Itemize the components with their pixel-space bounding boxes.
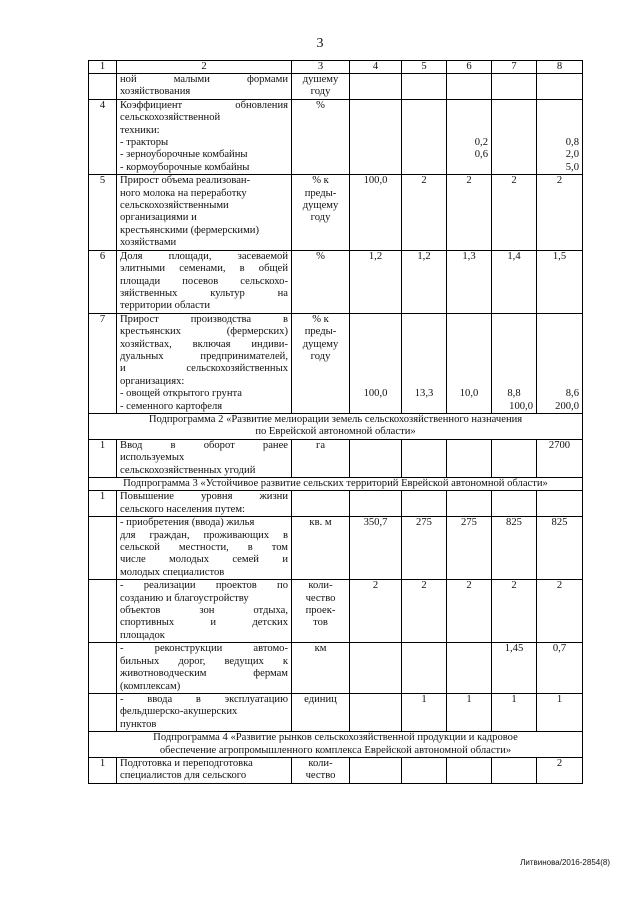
table-row <box>89 313 583 413</box>
indicators-table <box>88 60 583 784</box>
section-row <box>89 478 583 491</box>
header-row <box>89 61 583 74</box>
value-cell: 2 <box>492 175 537 250</box>
table-row <box>89 175 583 250</box>
table-row <box>89 250 583 313</box>
value-cell: 275 <box>447 517 492 580</box>
table-row <box>89 439 583 477</box>
col-header: 2 <box>117 61 292 74</box>
value-cell: 2 <box>537 757 583 783</box>
page-number: 3 <box>316 36 324 51</box>
unit-cell: душему году <box>292 74 350 100</box>
unit-cell: % <box>292 99 350 174</box>
indicator-name: Прирост объема реализован- ного молока на переработку сельскохозяйственными организациями и крестьянскими (фермерскими) хозяйствами <box>117 175 292 250</box>
row-number: 4 <box>89 99 117 174</box>
value-cell: 2 <box>402 175 447 250</box>
value-cell: 1,3 <box>447 250 492 313</box>
table-row <box>89 491 583 517</box>
value-cell: 0,8 2,0 5,0 <box>537 99 583 174</box>
value-cell: 8,8 100,0 <box>492 313 537 413</box>
value-cell: 100,0 <box>350 175 402 250</box>
unit-cell: кв. м <box>292 517 350 580</box>
table-row <box>89 693 583 731</box>
indicator-name: Коэффициент обновления сельскохозяйственной техники: - тракторы - зерноуборочные комбайны - кормоуборочные комбайны <box>117 99 292 174</box>
value-cell: 2 <box>537 175 583 250</box>
document-footer: Литвинова/2016-2854(8) <box>520 858 610 867</box>
value-cell: 2 <box>447 580 492 643</box>
row-number: 7 <box>89 313 117 413</box>
value-cell: 10,0 <box>447 313 492 413</box>
value-cell: 2 <box>350 580 402 643</box>
value-cell: 0,7 <box>537 643 583 694</box>
value-cell: 1,4 <box>492 250 537 313</box>
indicator-name: Повышение уровня жизни сельского населения путем: <box>117 491 292 517</box>
value-cell: 2 <box>492 580 537 643</box>
table-row <box>89 99 583 174</box>
row-number: 6 <box>89 250 117 313</box>
value-cell: 1,45 <box>492 643 537 694</box>
col-header: 8 <box>537 61 583 74</box>
row-number: 5 <box>89 175 117 250</box>
value-cell: 0,2 0,6 <box>447 99 492 174</box>
unit-cell: коли- чество проек- тов <box>292 580 350 643</box>
unit-cell: га <box>292 439 350 477</box>
value-cell: 8,6 200,0 <box>537 313 583 413</box>
indicator-name: - реализации проектов по созданию и благоустройству объектов зон отдыха, спортивных и детских площадок <box>117 580 292 643</box>
value-cell: 1,2 <box>350 250 402 313</box>
indicator-name: ной малыми формами хозяйствования <box>117 74 292 100</box>
col-header: 3 <box>292 61 350 74</box>
indicator-name: Ввод в оборот ранее используемых сельскохозяйственных угодий <box>117 439 292 477</box>
value-cell: 100,0 <box>350 313 402 413</box>
indicator-name: - реконструкции автомо- бильных дорог, ведущих к животноводческим фермам (комплексам) <box>117 643 292 694</box>
value-cell: 825 <box>492 517 537 580</box>
value-cell: 1 <box>492 693 537 731</box>
indicator-name: Доля площади, засеваемой элитными семенами, в общей площади посевов сельскохо- зяйственных культур на территории области <box>117 250 292 313</box>
value-cell: 1 <box>537 693 583 731</box>
value-cell: 13,3 <box>402 313 447 413</box>
unit-cell: км <box>292 643 350 694</box>
value-cell: 2 <box>537 580 583 643</box>
subprogram-title: Подпрограмма 2 «Развитие мелиорации земель сельскохозяйственного назначения по Еврейской автономной области» <box>89 413 583 439</box>
subprogram-title: Подпрограмма 4 «Развитие рынков сельскохозяйственной продукции и кадровое обеспечение агропромышленного комплекса Еврейской автономной области» <box>89 732 583 758</box>
indicator-name: Подготовка и переподготовка специалистов для сельского <box>117 757 292 783</box>
indicator-name: Прирост производства в крестьянских (фермерских) хозяйствах, включая индиви- дуальных предпринимателей, и сельскохозяйственных организациях: - овощей открытого грунта - семенного картофеля <box>117 313 292 413</box>
unit-cell: коли- чество <box>292 757 350 783</box>
section-row <box>89 732 583 758</box>
indicator-name: - приобретения (ввода) жилья для граждан, проживающих в сельской местности, в том числе молодых семей и молодых специалистов <box>117 517 292 580</box>
value-cell: 1,5 <box>537 250 583 313</box>
subprogram-title: Подпрограмма 3 «Устойчивое развитие сельских территорий Еврейской автономной области» <box>89 478 583 491</box>
indicator-name: - ввода в эксплуатацию фельдшерско-акушерских пунктов <box>117 693 292 731</box>
unit-cell: % <box>292 250 350 313</box>
section-row <box>89 413 583 439</box>
col-header: 5 <box>402 61 447 74</box>
col-header: 6 <box>447 61 492 74</box>
value-cell: 350,7 <box>350 517 402 580</box>
table-row <box>89 757 583 783</box>
value-cell: 1 <box>402 693 447 731</box>
table-row <box>89 517 583 580</box>
table-row <box>89 580 583 643</box>
unit-cell: % к преды- дущему году <box>292 313 350 413</box>
value-cell: 275 <box>402 517 447 580</box>
value-cell: 1 <box>447 693 492 731</box>
col-header: 1 <box>89 61 117 74</box>
row-number: 1 <box>89 491 117 517</box>
col-header: 4 <box>350 61 402 74</box>
col-header: 7 <box>492 61 537 74</box>
value-cell: 1,2 <box>402 250 447 313</box>
row-number: 1 <box>89 757 117 783</box>
value-cell: 825 <box>537 517 583 580</box>
table-row <box>89 643 583 694</box>
unit-cell: % к преды- дущему году <box>292 175 350 250</box>
value-cell: 2700 <box>537 439 583 477</box>
value-cell: 2 <box>402 580 447 643</box>
value-cell: 2 <box>447 175 492 250</box>
unit-cell: единиц <box>292 693 350 731</box>
row-number: 1 <box>89 439 117 477</box>
table-row <box>89 74 583 100</box>
